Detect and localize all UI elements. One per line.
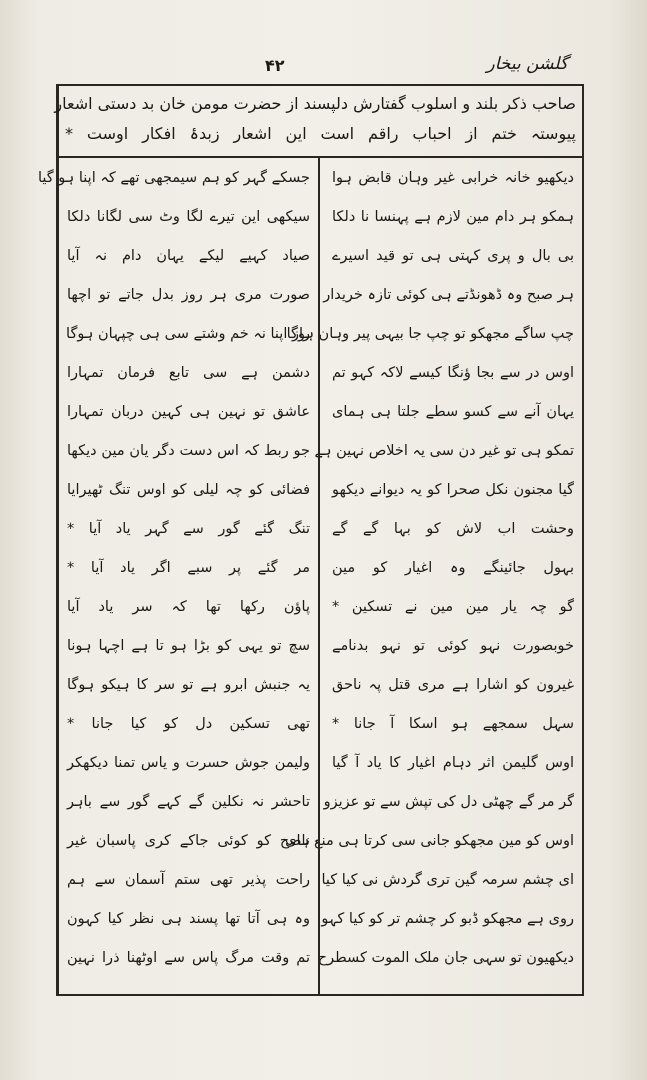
verse-line: بی بال و پری کہتی ہی تو قید اسیرے xyxy=(332,248,574,264)
verse-line: پاؤن رکھا تھا کہ سر یاد آیا xyxy=(67,599,310,615)
verse-line: یہان آنے سے کسو سطے جلتا ہی ہمای xyxy=(332,404,574,420)
verse-line: راحت پذیر تھی ستم آسمان سے ہم xyxy=(67,872,310,888)
verse-line: ہر صبح وہ ڈھونڈتے ہی کوئی تازہ خریدار xyxy=(323,287,574,303)
left-column xyxy=(37,158,320,994)
verse-line: دیکھیون تو سہی جان ملک الموت کسطرح xyxy=(317,950,574,966)
running-title: گلشن بیخار xyxy=(486,54,568,74)
verse-line: مر گئے پر سبے اگر یاد آیا * xyxy=(67,560,310,576)
verse-line: تمکو ہی تو غیر دن سی یہ اخلاص نہین ہے xyxy=(314,443,574,459)
verse-line: ہمکو ہر دام مین لازم ہے پہنسا نا دلکا xyxy=(332,209,574,225)
verse-line: چپ ساگے مجھکو تو چپ جا بیہی پیر وہان ہوگا xyxy=(286,326,574,342)
intro-line: صاحب ذکر بلند و اسلوب گفتارش دلپسند از حضرت مومن خان بد دستی اشعار xyxy=(54,94,576,113)
intro-line: پیوستہ ختم از احباب راقم است این اشعار زبدۂ افکار اوست * xyxy=(65,124,576,143)
verse-line: ناصح کو کوئی جاکے کری پاسبان غیر xyxy=(67,833,310,849)
verse-line: یہ جنبش ابرو ہے تو سر کا ہیکو ہوگا xyxy=(67,677,310,693)
verse-line: روی ہے مجھکو ڈبو کر چشم تر کو کیا کہو xyxy=(321,911,574,927)
verse-line: گر مر گے چھٹی دل کی تپش سے تو عزیزو xyxy=(323,794,574,810)
verse-line: ای چشم سرمہ گین تری گردش نی کیا کیا xyxy=(321,872,574,888)
verse-line: تھی تسکین دل کو کیا جانا * xyxy=(67,716,310,732)
verse-line: گو چہ یار مین مین نے تسکین * xyxy=(332,599,574,615)
verse-line: سہل سمجھے ہو اسکا آ جانا * xyxy=(332,716,574,732)
verse-line: خوبصورت نہو کوئی تو نہو بدنامے xyxy=(332,638,574,654)
text-frame xyxy=(37,84,584,996)
verse-line: غیرون کو اشارا ہے مری قتل پہ ناحق xyxy=(332,677,574,693)
verse-line: دشمن ہے سی تابع فرمان تمہارا xyxy=(67,365,310,381)
page-number: ۴۲ xyxy=(265,56,285,75)
intro-paragraph xyxy=(54,86,582,158)
page-header xyxy=(60,52,580,84)
verse-line: دیکھیو خانہ خرابی غیر وہان قابض ہوا xyxy=(332,170,574,186)
verse-line: سیکھی این تیرے لگا وٹ سی لگانا دلکا xyxy=(67,209,310,225)
verse-line: تم وقت مرگ پاس سے اوٹھنا ذرا نہین xyxy=(67,950,310,966)
verse-line: راز اپنا نہ خم وشتے سی ہی چپہان ہوگا xyxy=(66,326,310,342)
verse-line: صورت مری ہر روز بدل جاتے تو اچھا xyxy=(67,287,310,303)
verse-line: سچ تو یہی کو بڑا ہو تا ہے اچہا ہونا xyxy=(67,638,310,654)
verse-line: وحشت اب لاش کو بہا گے گے xyxy=(332,521,574,537)
verse-line: گیا مجنون نکل صحرا کو یہ دیوانے دیکھو xyxy=(332,482,574,498)
verse-line: اوس کو مین مجھکو جانی سی کرتا ہی منع ہای xyxy=(285,833,574,849)
verse-line: اوس گلیمن اثر دہام اغیار کا یاد آ گیا xyxy=(332,755,574,771)
verse-line: اوس در سے بجا ؤنگا کیسے لاکہ کہو تم xyxy=(332,365,574,381)
verse-line: تاحشر نہ نکلین گے کہے گور سے باہر xyxy=(67,794,310,810)
verse-line: ولیمن جوش حسرت و یاس تمنا دیکھکر xyxy=(67,755,310,771)
verse-line: عاشق تو نہین ہی کہین دربان تمہارا xyxy=(67,404,310,420)
right-column xyxy=(285,158,582,994)
verse-line: جسکے گہر کو ہم سیمجھی تھے کہ اپنا ہو گیا xyxy=(37,170,310,186)
verse-line: صیاد کہیے لیکے یہان دام نہ آیا xyxy=(67,248,310,264)
verse-line: تنگ گئے گور سے گہر یاد آیا * xyxy=(67,521,310,537)
verse-line: فضائی کو چہ لیلی کو اوس تنگ ٹھیرایا xyxy=(67,482,310,498)
verse-line: وہ ہی آتا تھا پسند ہی نظر کیا کہون xyxy=(67,911,310,927)
verse-line: بہول جائینگے وہ اغیار کو مین xyxy=(332,560,574,576)
verse-line: جو ربط کہ اس دست دگر یان مین دیکھا xyxy=(67,443,310,459)
